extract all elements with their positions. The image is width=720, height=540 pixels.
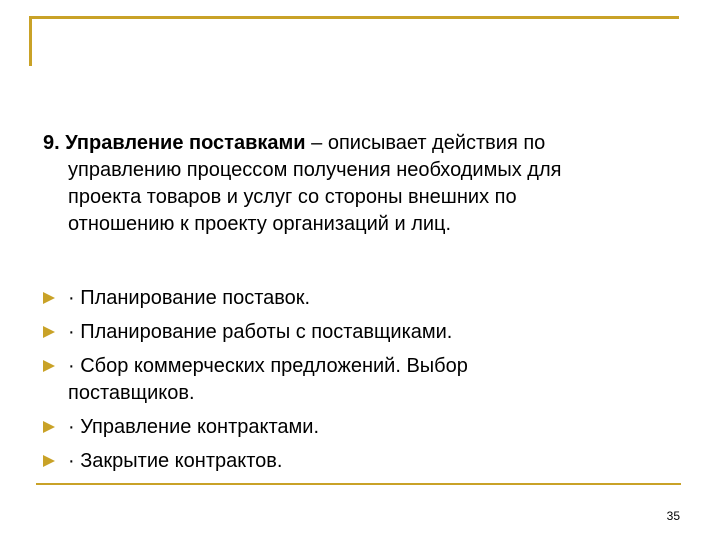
frame-top-border (29, 16, 679, 19)
list-item-text: · Сбор коммерческих предложений. Выбор (68, 355, 468, 377)
page-number: 35 (666, 509, 680, 523)
section-term: Управление поставками (65, 132, 306, 154)
list-item-text-continued: поставщиков. (68, 382, 195, 404)
list-item (43, 285, 663, 312)
footer-divider (36, 483, 681, 485)
section-number: 9. (43, 132, 66, 154)
list-item (43, 353, 663, 407)
frame-left-border (29, 16, 32, 66)
triangle-bullet-icon (43, 455, 55, 467)
list-item (43, 414, 663, 441)
section-description (43, 130, 663, 238)
triangle-bullet-icon (43, 326, 55, 338)
triangle-bullet-icon (43, 292, 55, 304)
description-line-3: проекта товаров и услуг со стороны внешних по (68, 186, 517, 208)
list-item-text: · Планирование поставок. (68, 287, 311, 309)
list-item-text: · Закрытие контрактов. (68, 450, 283, 472)
description-line-4: отношению к проекту организаций и лиц. (68, 213, 452, 235)
list-item-text: · Планирование работы с поставщиками. (68, 321, 453, 343)
triangle-bullet-icon (43, 360, 55, 372)
list-item-text: · Управление контрактами. (68, 416, 320, 438)
list-item (43, 319, 663, 346)
description-line-1-rest: – описывает действия по (305, 132, 546, 154)
process-list (43, 285, 663, 482)
description-line-2: управлению процессом получения необходимых для (68, 159, 562, 181)
triangle-bullet-icon (43, 421, 55, 433)
description-line-1 (43, 130, 663, 157)
list-item (43, 448, 663, 475)
